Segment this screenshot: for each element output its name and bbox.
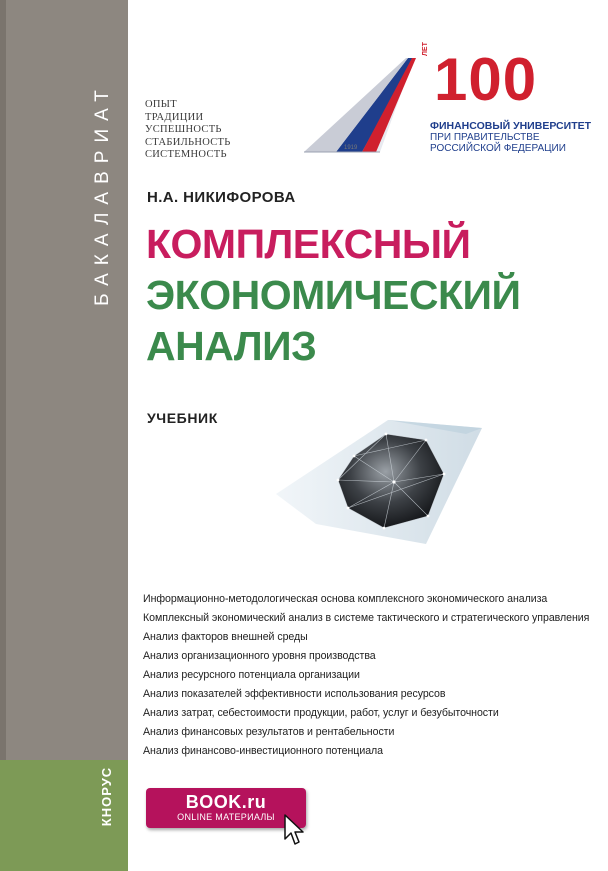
values-item: СИСТЕМНОСТЬ <box>145 149 227 160</box>
logo-caption-line: РОССИЙСКОЙ ФЕДЕРАЦИИ <box>430 143 566 154</box>
contents-item: Информационно-методологическая основа комплексного экономического анализа <box>143 593 548 605</box>
publisher-name: КНОРУС <box>99 766 115 826</box>
polyhedron-illustration <box>276 404 498 554</box>
university-logo <box>296 42 596 158</box>
logo-caption-line: ПРИ ПРАВИТЕЛЬСТВЕ <box>430 132 540 143</box>
values-item: ТРАДИЦИИ <box>145 111 204 123</box>
publisher-label <box>92 760 122 832</box>
values-item: ОПЫТ <box>145 99 177 110</box>
contents-item: Анализ ресурсного потенциала организации <box>143 669 360 681</box>
mouse-pointer-icon <box>283 813 305 847</box>
series-label-text: БАКАЛАВРИАТ <box>92 82 114 306</box>
book-title <box>146 219 520 372</box>
bookru-badge-title: BOOK.ru <box>185 792 267 812</box>
title-line: АНАЛИЗ <box>146 323 317 369</box>
logo-let-label: ЛЕТ <box>422 42 429 56</box>
bookru-badge <box>146 788 306 828</box>
series-label <box>88 44 118 344</box>
values-item: УСПЕШНОСТЬ <box>145 124 222 135</box>
values-item: СТАБИЛЬНОСТЬ <box>145 136 231 148</box>
flag-stripes-icon <box>296 48 426 158</box>
contents-item: Анализ факторов внешней среды <box>143 631 308 643</box>
contents-list <box>143 590 589 761</box>
contents-item: Анализ показателей эффективности использования ресурсов <box>143 688 446 700</box>
bookru-badge-subtitle: ONLINE МАТЕРИАЛЫ <box>177 812 275 822</box>
contents-item: Комплексный экономический анализ в системе тактического и стратегического управления <box>143 612 590 624</box>
spine-edge-shade <box>0 0 6 871</box>
logo-number: 100 <box>434 46 538 113</box>
contents-item: Анализ затрат, себестоимости продукции, работ, услуг и безубыточности <box>143 707 499 719</box>
values-list <box>145 99 231 162</box>
title-line: КОМПЛЕКСНЫЙ <box>146 221 471 267</box>
author-name: Н.А. НИКИФОРОВА <box>147 189 296 206</box>
contents-item: Анализ финансовых результатов и рентабельности <box>143 726 395 738</box>
contents-item: Анализ организационного уровня производства <box>143 650 376 662</box>
contents-item: Анализ финансово-инвестиционного потенциала <box>143 745 384 757</box>
logo-caption-line: ФИНАНСОВЫЙ УНИВЕРСИТЕТ <box>430 120 592 132</box>
book-type-label: УЧЕБНИК <box>147 410 218 426</box>
title-line: ЭКОНОМИЧЕСКИЙ <box>146 272 521 318</box>
logo-caption <box>430 121 591 154</box>
logo-year: 1919 <box>344 145 358 151</box>
